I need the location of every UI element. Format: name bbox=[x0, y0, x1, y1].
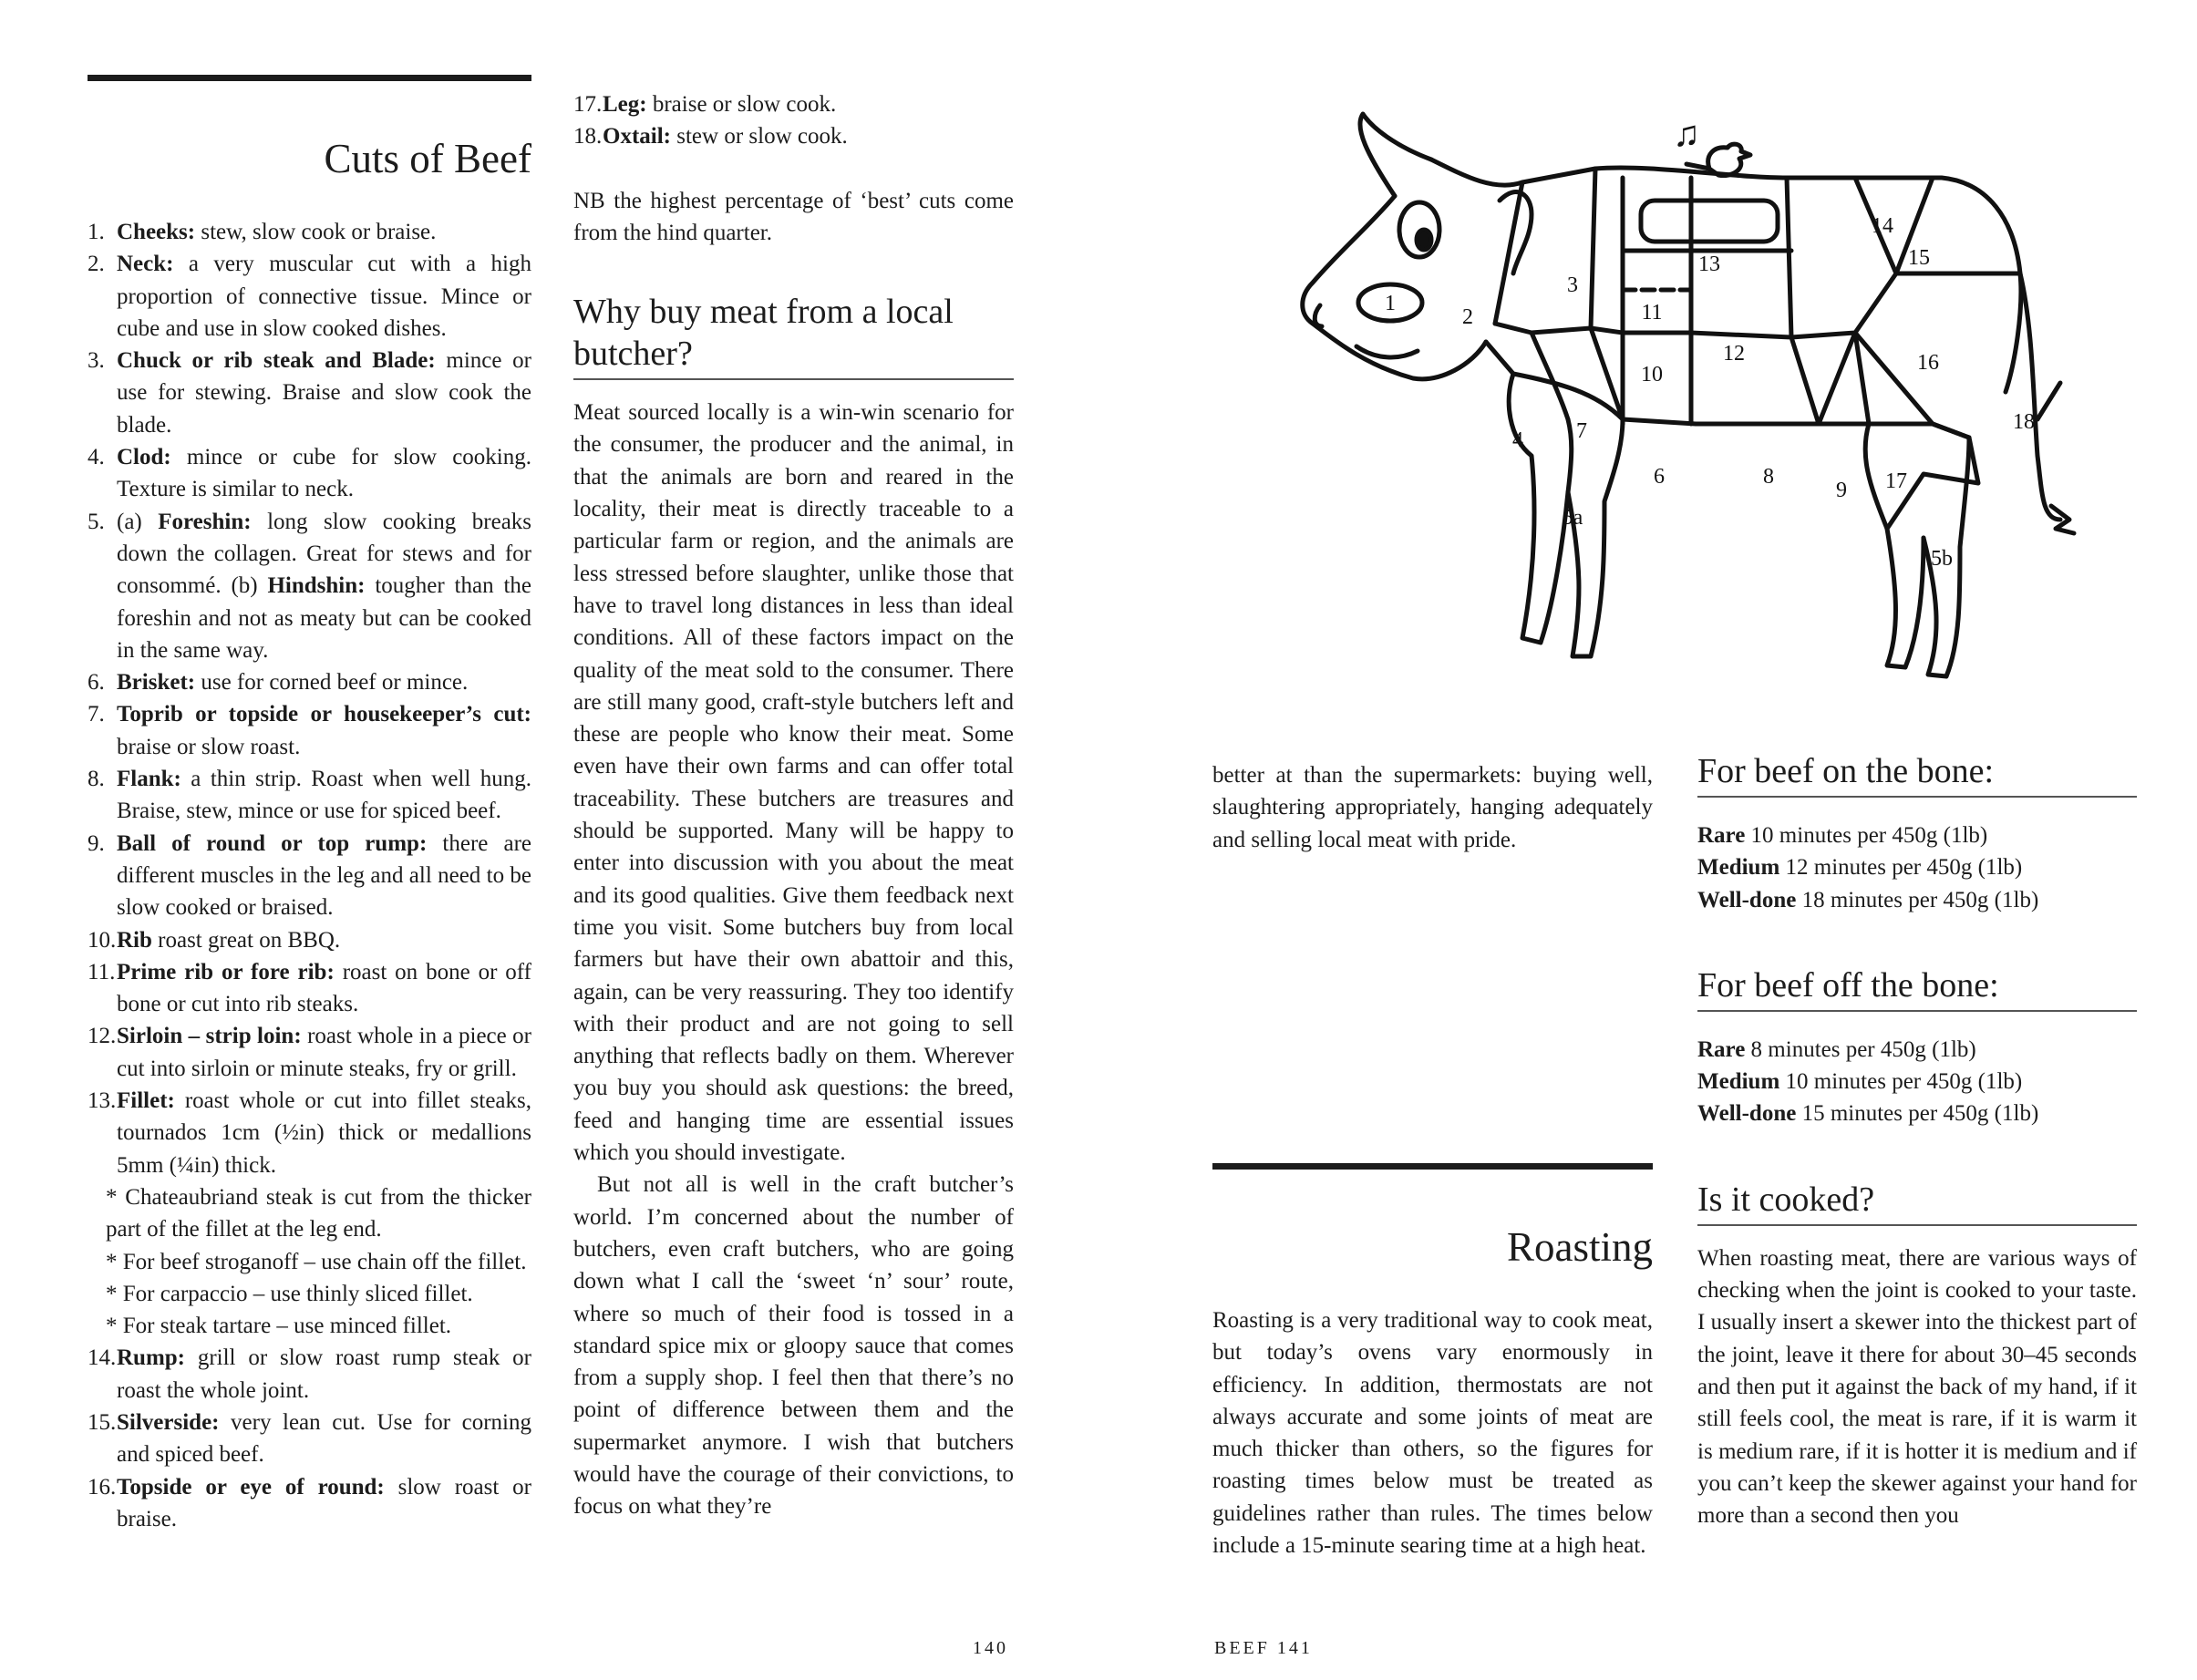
cut-name: Rib bbox=[117, 927, 152, 953]
cut-number: 15. bbox=[88, 1409, 117, 1435]
cut-description: mince or cube for slow cooking. Texture is similar to neck. bbox=[117, 445, 531, 502]
cut-description: stew or slow cook. bbox=[676, 124, 848, 149]
cut-description: roast whole in a piece or cut into sirloin or minute steaks, fry or grill. bbox=[117, 1024, 531, 1081]
cut-name: Oxtail: bbox=[603, 124, 671, 149]
cut-label-4: 4 bbox=[1512, 428, 1523, 452]
cut-number: 8. bbox=[88, 767, 105, 792]
cuts-title: Cuts of Beef bbox=[324, 136, 531, 181]
roasting-times-column bbox=[1697, 750, 2137, 1531]
cut-name: Flank: bbox=[117, 767, 181, 792]
cut-description: grill or slow roast rump steak or roast the whole joint. bbox=[117, 1345, 532, 1403]
cut-name: Foreshin: bbox=[158, 509, 252, 534]
cut-label-9: 9 bbox=[1836, 479, 1847, 502]
cut-item bbox=[88, 216, 531, 248]
roasting-title-rule bbox=[1212, 1163, 1653, 1170]
cuts-column-1 bbox=[88, 216, 531, 1535]
cut-label-10: 10 bbox=[1641, 363, 1663, 387]
cut-name: Neck: bbox=[117, 252, 174, 277]
cut-number: 5. bbox=[88, 509, 105, 534]
doneness-label: Medium bbox=[1697, 1069, 1780, 1095]
cut-name: Sirloin – strip loin: bbox=[117, 1024, 302, 1049]
cut-name: Cheeks: bbox=[117, 220, 196, 244]
doneness-label: Well-done bbox=[1697, 1101, 1797, 1127]
cut-description: a thin strip. Roast when well hung. Braise, stew, mince or use for spiced beef. bbox=[117, 767, 531, 824]
cut-number: 14. bbox=[88, 1345, 117, 1371]
cut-number: 6. bbox=[88, 670, 105, 696]
cut-label-8: 8 bbox=[1763, 465, 1774, 489]
cut-part-label: (a) bbox=[117, 509, 142, 534]
cut-number: 7. bbox=[88, 702, 105, 727]
cut-number: 11. bbox=[88, 959, 116, 984]
cut-item bbox=[88, 506, 531, 666]
cut-label-16: 16 bbox=[1917, 351, 1939, 375]
cuts-list bbox=[88, 216, 531, 1181]
cut-item bbox=[88, 956, 531, 1021]
cut-label-11: 11 bbox=[1641, 301, 1663, 325]
doneness-label: Rare bbox=[1697, 823, 1746, 848]
doneness-label: Medium bbox=[1697, 855, 1780, 881]
cut-number: 18. bbox=[573, 124, 603, 149]
cut-item bbox=[88, 1471, 531, 1536]
cut-number: 12. bbox=[88, 1024, 117, 1049]
cut-description: roast on bone or off bone or cut into rib steaks. bbox=[117, 959, 532, 1017]
cut-description: mince or use for stewing. Braise and slow cook the blade. bbox=[117, 348, 531, 438]
music-note-icon: ♫ bbox=[1673, 113, 1700, 154]
cut-description: stew, slow cook or braise. bbox=[201, 220, 437, 244]
why-paragraph-2: But not all is well in the craft butcher’s world. I’m concerned about the number of butchers, even craft butchers, who are going down what I call the ‘sweet ‘n’ sour’ route, where so much of their food is tossed in a standard spice mix or gloopy sauce that comes from a supply shop. I feel then that there’s no point of difference between them and the supermarket anymore. I wish that butchers would have the courage of their convictions, to focus on what they’re bbox=[573, 1172, 1014, 1520]
on-bone-heading-block bbox=[1697, 750, 2137, 798]
cut-item bbox=[88, 763, 531, 828]
cuts-list-end bbox=[573, 88, 1014, 153]
cut-number: 10. bbox=[88, 927, 117, 953]
fillet-notes bbox=[88, 1181, 531, 1342]
cut-label-5b: 5b bbox=[1931, 547, 1953, 571]
roasting-time-value: 12 minutes per 450g (1lb) bbox=[1785, 855, 2023, 881]
cut-item bbox=[573, 120, 1014, 152]
cut-description: slow roast or braise. bbox=[117, 1474, 531, 1531]
roasting-time-value: 10 minutes per 450g (1lb) bbox=[1750, 823, 1988, 848]
off-bone-heading: For beef off the bone: bbox=[1697, 965, 1999, 1005]
cut-item bbox=[573, 88, 1014, 120]
cut-item bbox=[88, 924, 531, 956]
cut-description: braise or slow roast. bbox=[117, 734, 301, 759]
cut-number: 4. bbox=[88, 445, 105, 470]
cuts-title-rule bbox=[88, 75, 531, 81]
cuts-column-2 bbox=[573, 88, 1014, 1523]
cut-item bbox=[88, 1407, 531, 1471]
cut-label-17: 17 bbox=[1885, 469, 1907, 493]
why-heading: Why buy meat from a local butcher? bbox=[573, 293, 954, 374]
cut-item bbox=[88, 248, 531, 345]
cut-description: very lean cut. Use for corning and spiced beef. bbox=[117, 1409, 532, 1468]
roasting-time-row bbox=[1697, 851, 2137, 883]
cut-name: Leg: bbox=[603, 92, 647, 117]
cooked-heading: Is it cooked? bbox=[1697, 1180, 1875, 1219]
cut-item bbox=[88, 698, 531, 763]
cut-name: Topside or eye of round: bbox=[117, 1474, 385, 1500]
cut-description: roast great on BBQ. bbox=[158, 927, 341, 953]
cut-name: Hindshin: bbox=[267, 573, 366, 599]
cut-name: Prime rib or fore rib: bbox=[117, 959, 335, 984]
cut-label-14: 14 bbox=[1872, 214, 1893, 238]
cut-description: tougher than the foreshin and not as meaty but can be cooked in the same way. bbox=[117, 573, 531, 663]
cut-label-12: 12 bbox=[1723, 342, 1745, 366]
page-number-left: 140 bbox=[973, 1638, 1008, 1658]
cut-description: roast whole or cut into fillet steaks, tournados 1cm (½in) thick or medallions 5mm (¼in) thick. bbox=[117, 1088, 531, 1178]
roasting-title: Roasting bbox=[1506, 1224, 1653, 1270]
cooked-heading-block bbox=[1697, 1179, 2137, 1226]
cut-label-15: 15 bbox=[1908, 246, 1930, 270]
doneness-label: Well-done bbox=[1697, 887, 1797, 912]
cooked-paragraph: When roasting meat, there are various ways of checking when the joint is cooked to your taste. I usually insert a skewer into the thickest part of the joint, leave it there for about 30–45 seconds and then put it against the back of my hand, if it still feels cool, the meat is rare, if it is warm it is medium rare, if it is hotter it is medium and if you can’t keep the skewer against your hand for more than a second then you bbox=[1697, 1245, 2137, 1529]
roasting-time-row bbox=[1697, 819, 2137, 851]
cut-name: Ball of round or top rump: bbox=[117, 830, 428, 856]
cut-name: Chuck or rib steak and Blade: bbox=[117, 348, 436, 374]
doneness-label: Rare bbox=[1697, 1036, 1746, 1062]
cut-item bbox=[88, 1342, 531, 1407]
roasting-time-row bbox=[1697, 884, 2137, 916]
cut-number: 2. bbox=[88, 252, 105, 277]
cut-label-3: 3 bbox=[1567, 273, 1578, 297]
cuts-list-continued bbox=[88, 1342, 531, 1535]
roasting-time-value: 15 minutes per 450g (1lb) bbox=[1801, 1101, 2039, 1127]
fillet-note: * For steak tartare – use minced fillet. bbox=[106, 1314, 452, 1339]
cut-label-5a: 5a bbox=[1562, 506, 1583, 530]
why-paragraph-1: Meat sourced locally is a win-win scenario for the consumer, the producer and the animal, in that the animals are born and reared in the locality, their meat is directly traceable to a particular farm or region, and the animals are less stressed before slaughter, unlike those that have to travel long distances in less than ideal conditions. All of these factors impact on the quality of the meat sold to the consumer. There are still many good, craft-style butchers left and these are people who know their meat. Some even have their own farms and can offer total traceability. These butchers are treasures and should be supported. Many will be happy to enter into discussion with you about the meat and its good qualities. Give them feedback next time you visit. Some butchers buy from local farmers but have their own abattoir and this, again, can be very reassuring. They too identify with their product and are not going to sell anything that reflects badly on them. Wherever you buy you should ask questions: the breed, feed and hanging time are essential issues which you should investigate. bbox=[573, 400, 1014, 1166]
roasting-paragraph: Roasting is a very traditional way to cook meat, but today’s ovens vary enormously in efficiency. In addition, thermostats are not always accurate and some joints of meat are much thicker than others, so the figures for roasting times below must be treated as guidelines rather than rules. The times below include a 15-minute searing time at a high heat. bbox=[1212, 1308, 1653, 1559]
cut-name: Rump: bbox=[117, 1345, 186, 1371]
cut-item bbox=[88, 1020, 531, 1085]
cut-description: a very muscular cut with a high proportion of connective tissue. Mince or cube and use in slow cooked dishes. bbox=[117, 252, 532, 341]
cut-number: 13. bbox=[88, 1088, 117, 1114]
cut-number: 16. bbox=[88, 1474, 117, 1500]
off-bone-heading-block bbox=[1697, 964, 2137, 1012]
cut-number: 3. bbox=[88, 348, 105, 374]
cut-item bbox=[88, 828, 531, 924]
cut-label-7: 7 bbox=[1576, 419, 1587, 443]
cut-name: Silverside: bbox=[117, 1409, 220, 1435]
cut-description: use for corned beef or mince. bbox=[201, 670, 469, 696]
cut-description: long slow cooking breaks down the collagen. Great for stews and for consommé. bbox=[117, 509, 532, 599]
page-number-right: BEEF 141 bbox=[1214, 1638, 1313, 1658]
cut-item bbox=[88, 345, 531, 441]
fillet-note: * For carpaccio – use thinly sliced fillet. bbox=[106, 1281, 473, 1306]
cut-item bbox=[88, 666, 531, 698]
continued-paragraph: better at than the supermarkets: buying well, slaughtering appropriately, hanging adequately and selling local meat with pride. bbox=[1212, 763, 1653, 852]
nb-note: NB the highest percentage of ‘best’ cuts come from the hind quarter. bbox=[573, 188, 1014, 245]
roasting-time-value: 10 minutes per 450g (1lb) bbox=[1785, 1069, 2023, 1095]
beef-cuts-diagram bbox=[1258, 91, 2078, 729]
cut-label-13: 13 bbox=[1698, 253, 1720, 276]
why-heading-block bbox=[573, 291, 1014, 380]
cut-name: Toprib or topside or housekeeper’s cut: bbox=[117, 702, 531, 727]
cut-number: 9. bbox=[88, 830, 105, 856]
cut-item bbox=[88, 1085, 531, 1181]
cut-label-1: 1 bbox=[1385, 292, 1396, 315]
roasting-time-row bbox=[1697, 1098, 2137, 1129]
cut-item bbox=[88, 441, 531, 506]
cut-name: Fillet: bbox=[117, 1088, 175, 1114]
roasting-time-row bbox=[1697, 1034, 2137, 1066]
cut-label-2: 2 bbox=[1462, 305, 1473, 329]
roasting-time-row bbox=[1697, 1066, 2137, 1098]
roasting-time-value: 8 minutes per 450g (1lb) bbox=[1750, 1036, 1976, 1062]
cut-number: 17. bbox=[573, 92, 603, 117]
fillet-note: * For beef stroganoff – use chain off the fillet. bbox=[106, 1249, 527, 1274]
cut-number: 1. bbox=[88, 220, 105, 244]
cut-name: Clod: bbox=[117, 445, 171, 470]
cut-description: there are different muscles in the leg and all need to be slow cooked or braised. bbox=[117, 830, 532, 921]
off-bone-times bbox=[1697, 1034, 2137, 1130]
cut-description: braise or slow cook. bbox=[652, 92, 837, 117]
on-bone-heading: For beef on the bone: bbox=[1697, 752, 1995, 790]
fillet-note: * Chateaubriand steak is cut from the thicker part of the fillet at the leg end. bbox=[106, 1184, 531, 1242]
cut-label-18: 18 bbox=[2013, 410, 2035, 434]
cut-label-6: 6 bbox=[1654, 465, 1665, 489]
cut-name: Brisket: bbox=[117, 670, 196, 696]
roasting-time-value: 18 minutes per 450g (1lb) bbox=[1801, 887, 2039, 912]
cut-part-label: (b) bbox=[231, 573, 258, 599]
on-bone-times bbox=[1697, 819, 2137, 916]
